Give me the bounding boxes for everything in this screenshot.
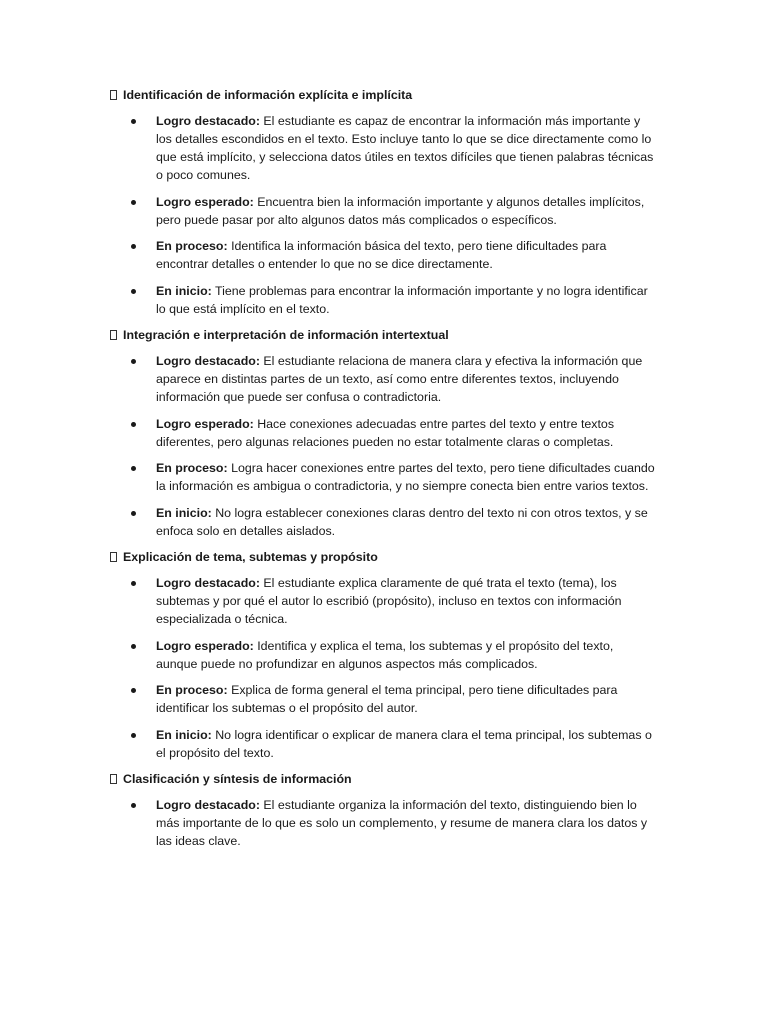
missing-glyph-icon [110, 330, 117, 340]
section-clasificacion [110, 770, 656, 850]
section-heading [110, 326, 656, 344]
bullet-icon [131, 244, 136, 249]
level-label: Logro destacado: [156, 798, 260, 812]
missing-glyph-icon [110, 90, 117, 100]
level-label: En proceso: [156, 461, 228, 475]
missing-glyph-icon [110, 774, 117, 784]
criteria-list [110, 112, 656, 318]
level-description: Hace conexiones adecuadas entre partes del texto y entre textos diferentes, pero algunas relaciones pueden no estar totalmente claras o completas. [156, 416, 615, 449]
list-item [110, 112, 656, 184]
list-item [110, 796, 656, 850]
list-item [110, 459, 656, 495]
level-label: En inicio: [156, 505, 212, 520]
level-label: En inicio: [156, 283, 212, 298]
section-title-text: Explicación de tema, subtemas y propósito [123, 550, 378, 564]
level-label: En inicio: [156, 727, 212, 742]
section-heading [110, 86, 656, 104]
section-explicacion [110, 548, 656, 762]
list-item [110, 637, 656, 673]
bullet-icon [131, 733, 136, 738]
level-description: No logra identificar o explicar de manera clara el tema principal, los subtemas o el propósito del texto. [156, 727, 652, 760]
level-description: Explica de forma general el tema principal, pero tiene dificultades para identificar los subtemas o el propósito del autor. [156, 683, 618, 715]
bullet-icon [131, 688, 136, 693]
section-title-text: Integración e interpretación de información intertextual [123, 328, 449, 342]
list-item [110, 574, 656, 628]
list-item [110, 415, 656, 451]
list-item [110, 352, 656, 406]
level-description: El estudiante es capaz de encontrar la información más importante y los detalles escondidos en el texto. Esto incluye tanto lo que se dice directamente como lo que está implícito, y selecciona datos útiles en textos difíciles que tienen palabras técnicas o poco comunes. [156, 114, 654, 182]
bullet-icon [131, 119, 136, 124]
bullet-icon [131, 581, 136, 586]
level-description: El estudiante explica claramente de qué trata el texto (tema), los subtemas y por qué el autor lo escribió (propósito), incluso en textos con información especializada o técnica. [156, 576, 622, 626]
list-item [110, 726, 656, 762]
list-item [110, 237, 656, 273]
section-title-text: Clasificación y síntesis de información [123, 772, 352, 786]
list-item [110, 193, 656, 229]
level-label: En proceso: [156, 239, 228, 253]
bullet-icon [131, 644, 136, 649]
level-description: No logra establecer conexiones claras dentro del texto ni con otros textos, y se enfoca solo en detalles aislados. [156, 505, 648, 538]
level-label: Logro destacado: [156, 114, 260, 128]
bullet-icon [131, 511, 136, 516]
bullet-icon [131, 466, 136, 471]
list-item [110, 681, 656, 717]
section-title-text: Identificación de información explícita e implícita [123, 88, 413, 102]
level-label: En proceso: [156, 683, 228, 697]
list-item [110, 504, 656, 540]
missing-glyph-icon [110, 552, 117, 562]
section-identificacion [110, 86, 656, 318]
level-label: Logro destacado: [156, 354, 260, 368]
document-content [110, 86, 656, 859]
level-description: Identifica y explica el tema, los subtemas y el propósito del texto, aunque puede no profundizar en algunos aspectos más complicados. [156, 638, 614, 671]
bullet-icon [131, 200, 136, 205]
level-description: El estudiante relaciona de manera clara y efectiva la información que aparece en distintas partes de un texto, así como entre diferentes textos, incluyendo información que puede ser confusa o contradictoria. [156, 354, 643, 404]
level-description: El estudiante organiza la información del texto, distinguiendo bien lo más importante de lo que es solo un complemento, y resume de manera clara los datos y las ideas clave. [156, 798, 648, 848]
bullet-icon [131, 803, 136, 808]
section-heading [110, 770, 656, 788]
level-description: Logra hacer conexiones entre partes del texto, pero tiene dificultades cuando la información es ambigua o contradictoria, y no siempre conecta bien entre varios textos. [156, 461, 655, 493]
level-description: Tiene problemas para encontrar la información importante y no logra identificar lo que está implícito en el texto. [156, 283, 648, 316]
section-integracion [110, 326, 656, 540]
level-label: Logro esperado: [156, 416, 254, 431]
section-heading [110, 548, 656, 566]
bullet-icon [131, 289, 136, 294]
criteria-list [110, 352, 656, 540]
level-description: Identifica la información básica del texto, pero tiene dificultades para encontrar detalles o entender lo que no se dice directamente. [156, 239, 607, 271]
level-label: Logro destacado: [156, 576, 260, 590]
level-description: Encuentra bien la información importante y algunos detalles implícitos, pero puede pasar por alto algunos datos más complicados o específicos. [156, 194, 645, 227]
criteria-list [110, 574, 656, 762]
level-label: Logro esperado: [156, 638, 254, 653]
bullet-icon [131, 359, 136, 364]
bullet-icon [131, 422, 136, 427]
criteria-list [110, 796, 656, 850]
level-label: Logro esperado: [156, 194, 254, 209]
list-item [110, 282, 656, 318]
